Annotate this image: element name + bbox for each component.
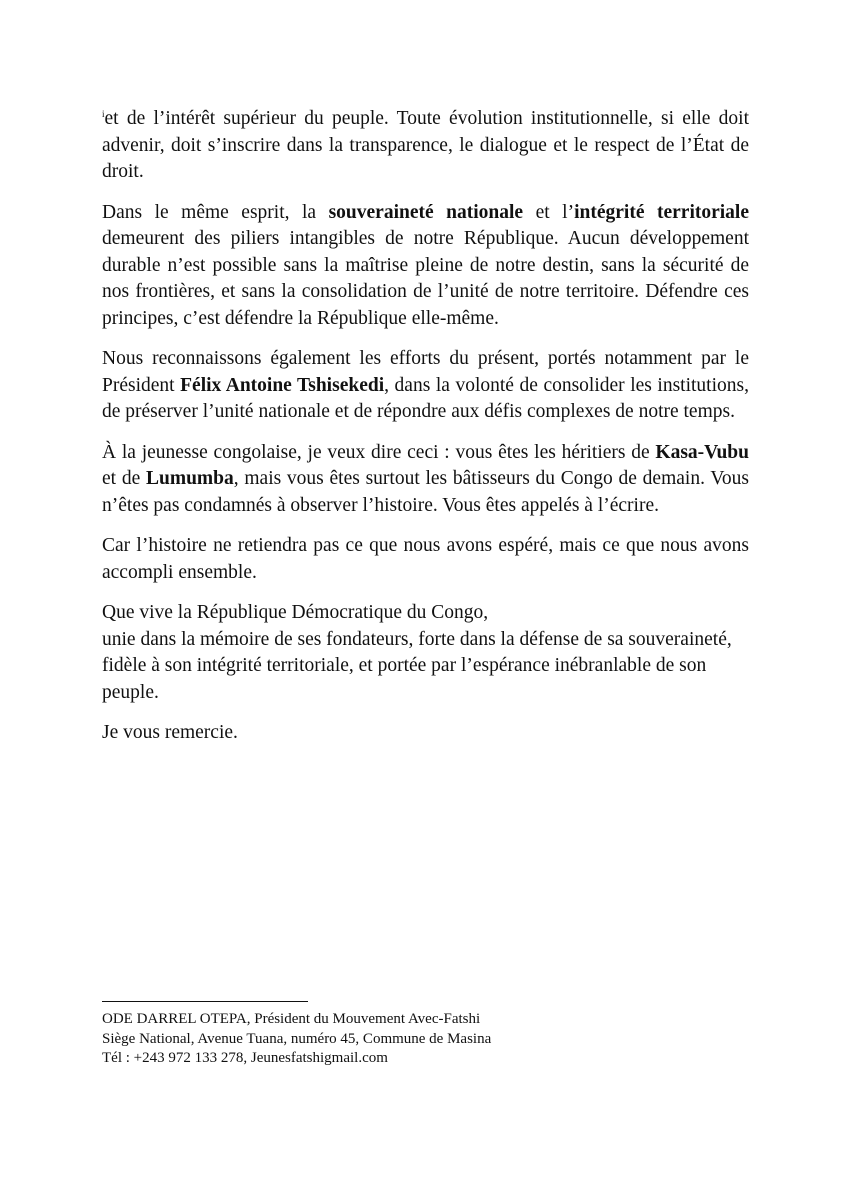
paragraph-text: demeurent des piliers intangibles de notre République. Aucun développement durable n’est possible sans la maîtrise pleine de notre destin, sans la sécurité de nos frontières, et sans la consolidation de l’unité de notre territoire. Défendre ces principes, c’est défendre la République elle-même. (102, 228, 749, 329)
footnote-marker: i (102, 109, 105, 119)
footnote-contact: Tél : +243 972 133 278, Jeunesfatshigmail.com (102, 1050, 388, 1066)
paragraph-long-live (102, 600, 749, 706)
paragraph-text: Dans le même esprit, la (102, 201, 329, 223)
paragraph-thanks: Je vous remercie. (102, 722, 238, 743)
paragraph-youth (102, 440, 749, 520)
bold-name-kasa-vubu: Kasa-Vubu (655, 441, 749, 463)
footnote-block (102, 1010, 662, 1069)
paragraph-text: , dans la volonté de consolider les institutions, de préserver l’unité nationale et de répondre aux défis complexes de notre temps. (102, 374, 749, 422)
paragraph-president (102, 346, 749, 426)
footnote-address: Siège National, Avenue Tuana, numéro 45, Commune de Masina (102, 1030, 492, 1047)
bold-term-national-sovereignty: souveraineté nationale (328, 201, 524, 223)
paragraph-text: À la jeunesse congolaise, je veux dire ceci : vous êtes les héritiers de (102, 441, 656, 463)
paragraph-text: et de l’intérêt supérieur du peuple. Toute évolution institutionnelle, si elle doit advenir, doit s’inscrire dans la transparence, le dialogue et le respect de l’État de droit. (102, 108, 749, 182)
paragraph-line: Que vive la République Démocratique du Congo, (102, 602, 489, 623)
footnote-author: ODE DARREL OTEPA, Président du Mouvement Avec-Fatshi (102, 1011, 481, 1027)
document-body (102, 101, 749, 761)
paragraph-rule-of-law (102, 101, 749, 186)
paragraph-text: et l’ (523, 201, 575, 223)
paragraph-text: et de (102, 468, 146, 489)
paragraph-text: unie dans la mémoire de ses fondateurs, forte dans la défense de sa souveraineté, fidèle à son intégrité territoriale, et portée par l’espérance inébranlable de son peuple. (102, 628, 732, 703)
bold-name-president: Félix Antoine Tshisekedi (180, 374, 385, 396)
paragraph-text: , mais vous êtes surtout les bâtisseurs du Congo de demain. Vous n’êtes pas condamnés à observer l’histoire. Vous êtes appelés à l’écrire. (102, 468, 749, 516)
paragraph-history: Car l’histoire ne retiendra pas ce que nous avons espéré, mais ce que nous avons accompli ensemble. (102, 535, 749, 583)
paragraph-sovereignty (102, 200, 749, 333)
bold-name-lumumba: Lumumba (145, 468, 234, 489)
footnote-divider (102, 1001, 308, 1002)
paragraph-text: Nous reconnaissons également les efforts du présent, portés notamment par le Président (102, 348, 749, 396)
bold-term-territorial-integrity: intégrité territoriale (574, 201, 749, 223)
